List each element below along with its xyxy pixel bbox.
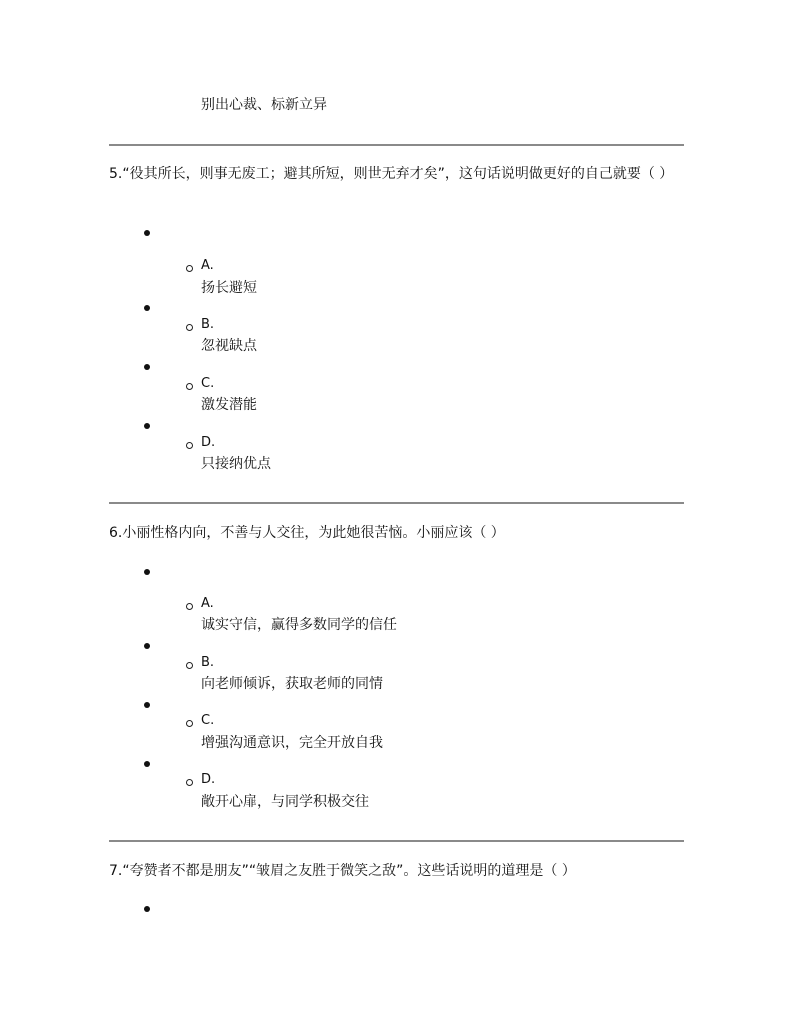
- list-bullet: [144, 364, 150, 370]
- option-text: 扬长避短: [201, 280, 257, 296]
- radio-button[interactable]: [186, 442, 193, 449]
- option-letter: A.: [201, 596, 214, 611]
- option-letter: C.: [201, 376, 215, 391]
- radio-button[interactable]: [186, 383, 193, 390]
- question-divider: [109, 502, 684, 504]
- option-text: 向老师倾诉，获取老师的同情: [201, 676, 383, 692]
- option-letter: B.: [201, 655, 215, 670]
- question-divider: [109, 840, 684, 842]
- option-letter: A.: [201, 258, 214, 273]
- previous-option-text: 别出心裁、标新立异: [201, 97, 327, 113]
- option-text: 忽视缺点: [201, 338, 257, 354]
- radio-button[interactable]: [186, 603, 193, 610]
- question-divider: [109, 144, 684, 146]
- option-text: 敞开心扉，与同学积极交往: [201, 794, 369, 810]
- option-text: 激发潜能: [201, 397, 257, 413]
- question-5-text: 5.“役其所长，则事无废工；避其所短，则世无弃才矣”，这句话说明做更好的自己就要（ ）: [109, 166, 674, 182]
- list-bullet: [144, 761, 150, 767]
- option-letter: D.: [201, 435, 216, 450]
- list-bullet: [144, 569, 150, 575]
- radio-button[interactable]: [186, 265, 193, 272]
- option-letter: C.: [201, 713, 215, 728]
- list-bullet: [144, 643, 150, 649]
- question-6-text: 6.小丽性格内向，不善与人交往，为此她很苦恼。小丽应该（ ）: [109, 525, 505, 541]
- option-letter: B.: [201, 317, 215, 332]
- radio-button[interactable]: [186, 324, 193, 331]
- option-text: 只接纳优点: [201, 456, 271, 472]
- option-letter: D.: [201, 772, 216, 787]
- list-bullet: [144, 906, 150, 912]
- list-bullet: [144, 230, 150, 236]
- radio-button[interactable]: [186, 779, 193, 786]
- radio-button[interactable]: [186, 662, 193, 669]
- radio-button[interactable]: [186, 720, 193, 727]
- list-bullet: [144, 702, 150, 708]
- list-bullet: [144, 305, 150, 311]
- option-text: 增强沟通意识，完全开放自我: [201, 735, 383, 751]
- list-bullet: [144, 423, 150, 429]
- question-7-text: 7.“夸赞者不都是朋友”“皱眉之友胜于微笑之敌”。这些话说明的道理是（ ）: [109, 863, 576, 879]
- option-text: 诚实守信，赢得多数同学的信任: [201, 617, 397, 633]
